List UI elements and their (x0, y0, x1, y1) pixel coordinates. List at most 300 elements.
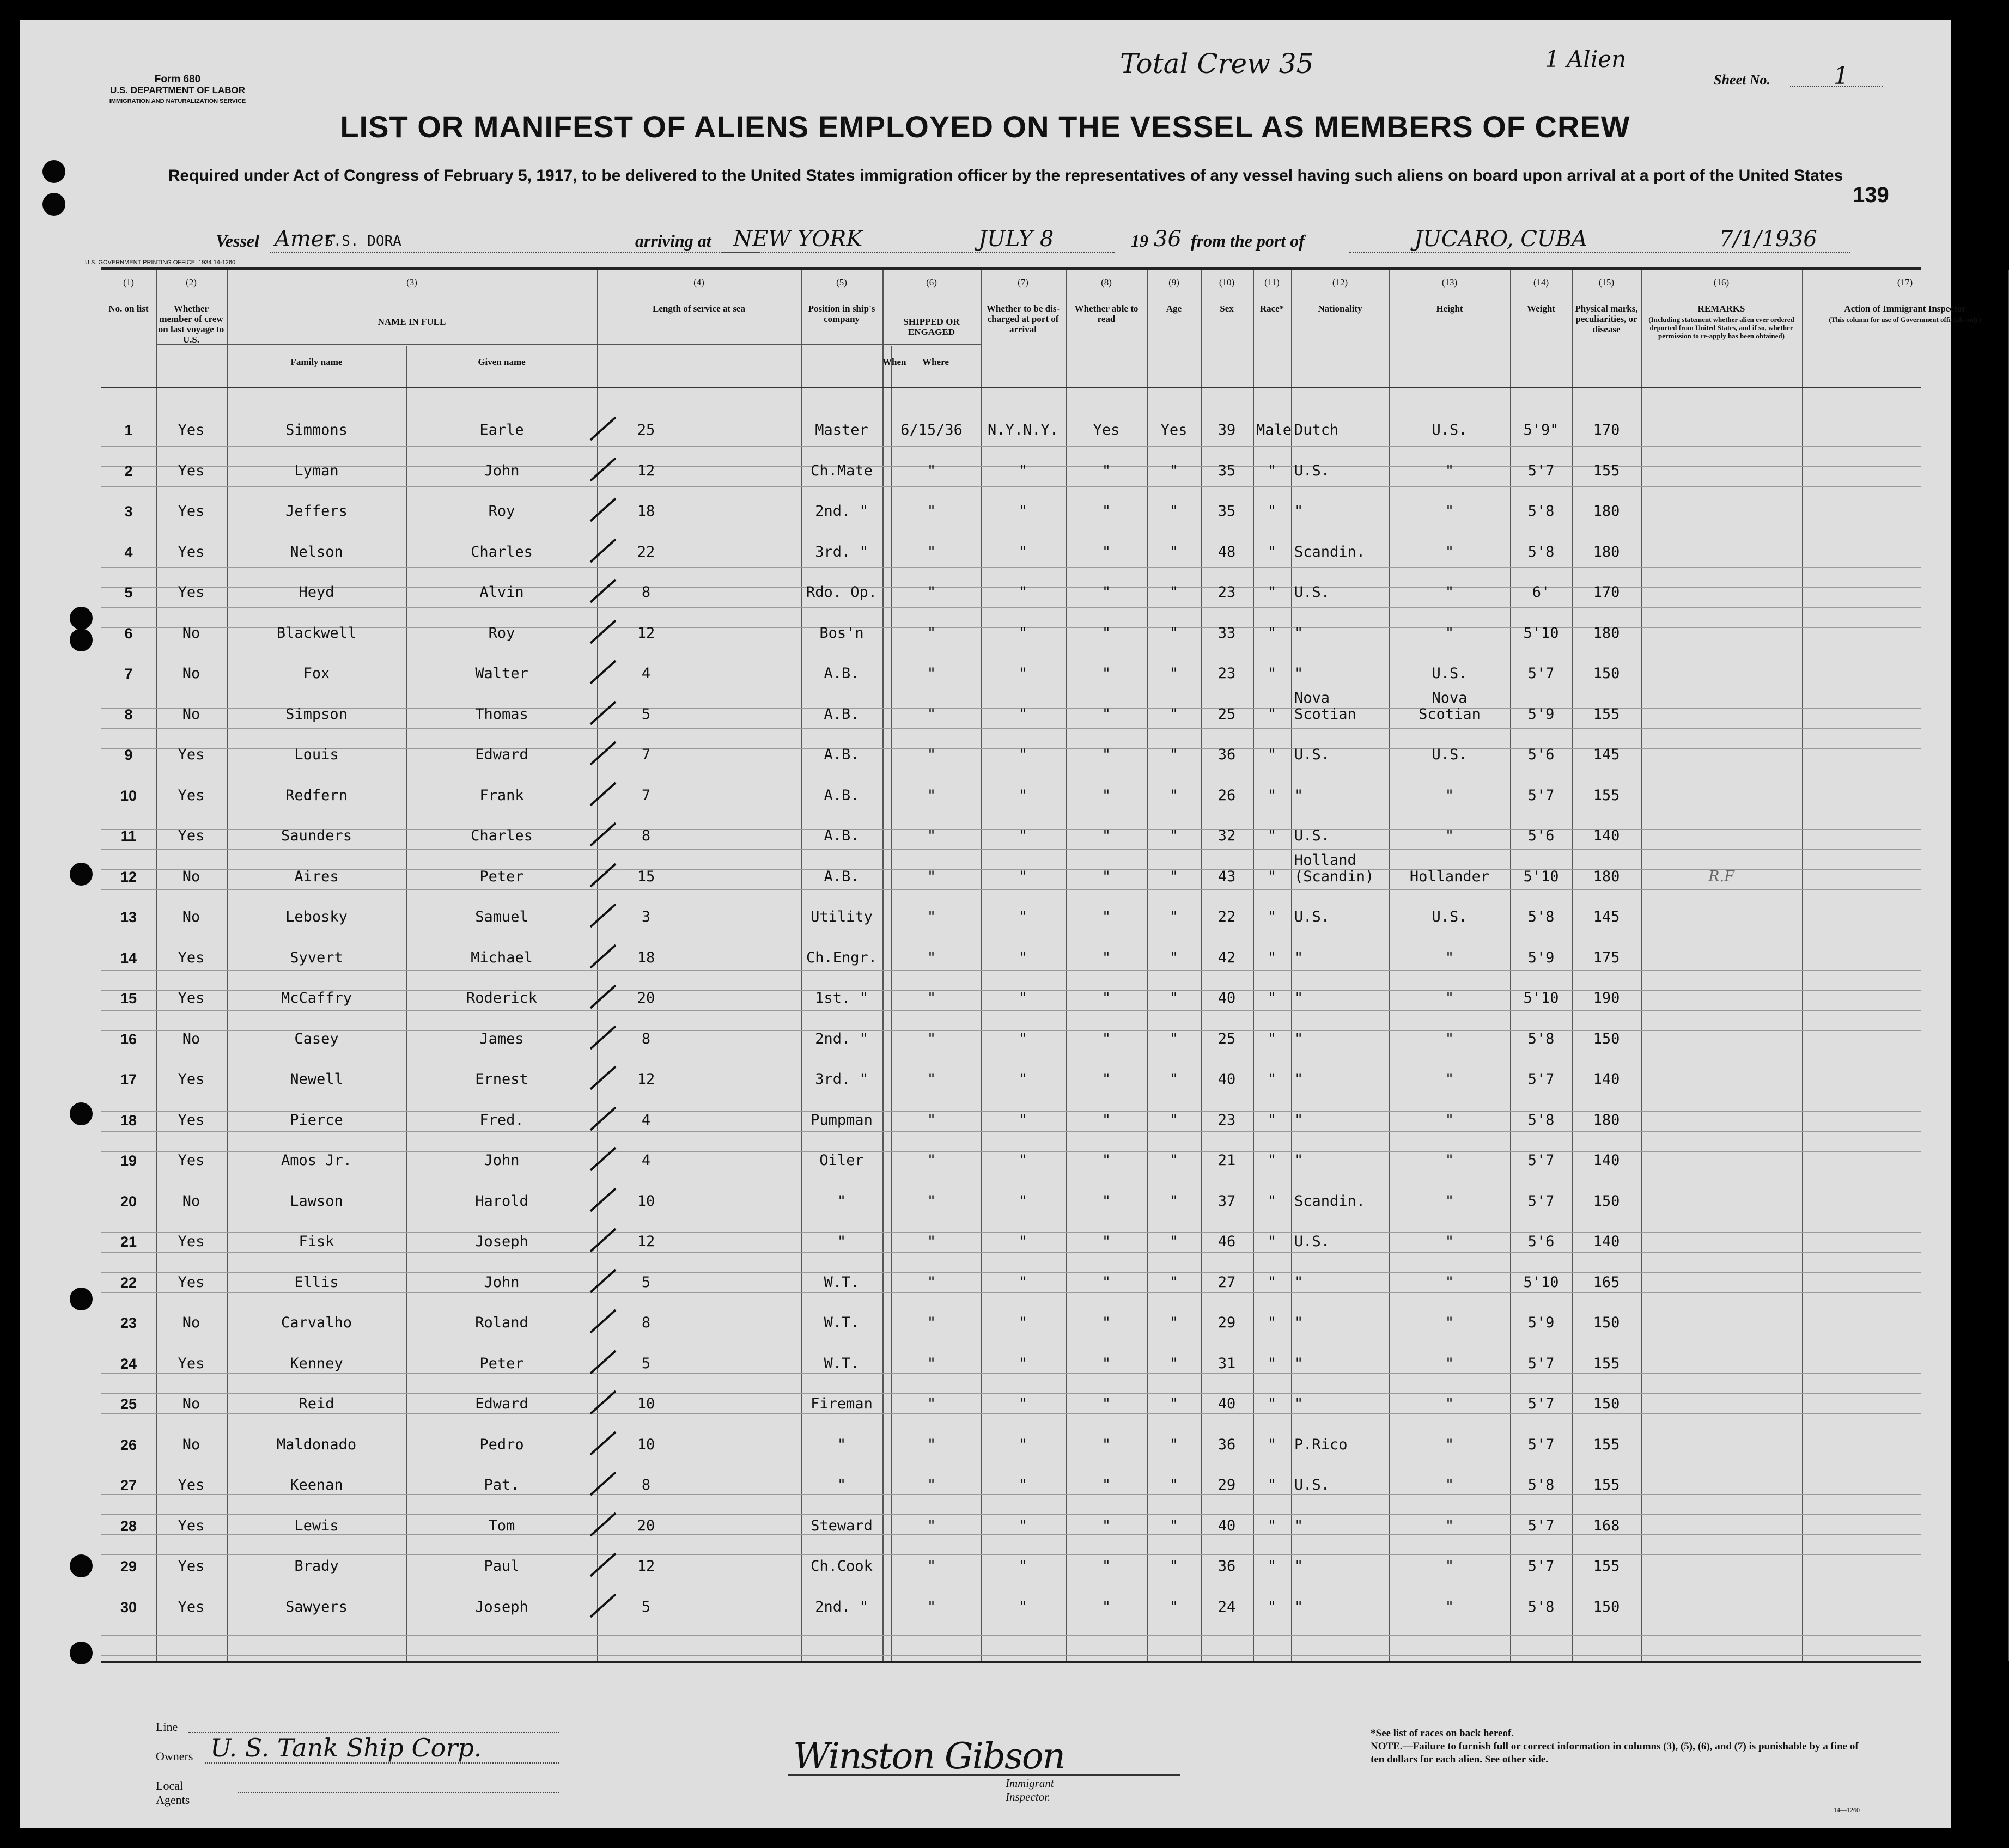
cell-sex: " (1267, 786, 1277, 804)
cell-position: Utility (811, 908, 873, 925)
cell-read: " (1169, 1477, 1179, 1493)
cell-family: Aires (294, 868, 339, 885)
cell-when: " (927, 1030, 936, 1047)
cell-read: " (1169, 786, 1179, 804)
cell-last: Yes (178, 422, 205, 438)
row-number: 2 (124, 462, 133, 479)
cell-disch: " (1101, 543, 1111, 560)
cell-height: 5'7 (1527, 1395, 1555, 1412)
punch-hole (70, 1102, 93, 1125)
cell-service: 3 (641, 908, 651, 925)
cell-service: 4 (641, 665, 651, 682)
ruled-line (101, 1151, 1921, 1152)
cell-read: " (1169, 1152, 1179, 1169)
cell-age: 33 (1217, 624, 1236, 642)
column-header: Race* (1259, 303, 1284, 314)
cell-family: Pierce (290, 1111, 343, 1129)
subheader-rule-shipped (801, 344, 981, 345)
cell-sex: " (1267, 543, 1277, 560)
cell-when: " (927, 746, 936, 763)
failure-note: NOTE.—Failure to furnish full or correct information in columns (3), (5), (6), and (7) is punishable by a fine of ten dollars for each alien. See other side. (1371, 1741, 1859, 1765)
cell-height: 5'8 (1527, 1111, 1555, 1129)
row-number: 25 (120, 1396, 137, 1412)
cell-disch: " (1101, 503, 1111, 520)
punch-hole (42, 193, 65, 216)
vessel-line (216, 227, 1850, 257)
cell-nat: " (1445, 1314, 1454, 1331)
row-number: 27 (120, 1477, 137, 1493)
cell-weight: 180 (1593, 503, 1620, 520)
row-number: 4 (124, 544, 133, 560)
column-header: Action of Immigrant Inspector (1844, 303, 1966, 314)
cell-nat: " (1445, 1477, 1454, 1493)
row-number: 14 (120, 949, 137, 966)
cell-when: " (927, 1192, 936, 1210)
punch-hole (70, 607, 93, 630)
cell-given: John (484, 1273, 520, 1291)
cell-disch: " (1101, 1477, 1111, 1493)
cell-race: " (1294, 1273, 1304, 1291)
ruled-line (101, 1373, 1921, 1374)
form-issuer (90, 74, 265, 107)
column-header: Whether able to read (1074, 303, 1139, 324)
cell-service: 5 (641, 1273, 651, 1291)
cell-nat: " (1445, 827, 1454, 844)
cell-when: " (927, 1517, 936, 1534)
cell-service: 20 (637, 990, 655, 1007)
cell-position: 2nd. " (815, 1598, 868, 1615)
cell-sex: " (1267, 503, 1277, 520)
row-number: 30 (120, 1599, 137, 1615)
cell-given: Pat. (484, 1477, 520, 1493)
cell-read: " (1169, 990, 1179, 1007)
cell-sex: " (1267, 1355, 1277, 1372)
cell-when: " (927, 705, 936, 723)
cell-family: Keenan (290, 1477, 343, 1493)
cell-last: No (182, 1314, 200, 1331)
cell-age: 25 (1217, 1030, 1236, 1047)
cell-where: " (1018, 1273, 1028, 1291)
cell-last: No (182, 1395, 200, 1412)
cell-read: " (1169, 1558, 1179, 1575)
cell-service: 5 (641, 1355, 651, 1372)
cell-sex: " (1267, 1152, 1277, 1169)
cell-height: 5'6 (1527, 746, 1555, 763)
cell-family: Redfern (285, 786, 348, 804)
cell-weight: 140 (1593, 1071, 1620, 1088)
column-header: Physical marks, peculiarities, or disease (1575, 303, 1638, 334)
column-number: (7) (1018, 277, 1028, 288)
row-number: 7 (124, 666, 133, 682)
ruled-line (101, 889, 1921, 890)
cell-where: " (1018, 1355, 1028, 1372)
cell-given: Samuel (475, 908, 528, 925)
cell-read: " (1169, 705, 1179, 723)
cell-race: P.Rico (1294, 1436, 1348, 1453)
cell-race: " (1294, 786, 1304, 804)
cell-age: 24 (1217, 1598, 1236, 1615)
ruled-line (101, 1252, 1921, 1253)
cell-height: 5'8 (1527, 908, 1555, 925)
cell-position: " (837, 1477, 847, 1493)
cell-height: 5'8 (1527, 1030, 1555, 1047)
cell-height: 5'7 (1527, 1152, 1555, 1169)
cell-service: 8 (641, 1030, 651, 1047)
cell-height: 5'8 (1527, 503, 1555, 520)
column-rule (597, 270, 598, 1661)
cell-age: 40 (1217, 990, 1236, 1007)
column-rule (1641, 270, 1642, 1661)
cell-sex: " (1267, 1436, 1277, 1453)
cell-given: Michael (471, 949, 533, 966)
cell-service: 5 (641, 705, 651, 723)
cell-when: " (927, 503, 936, 520)
column-number: (4) (693, 277, 704, 288)
cell-nat: " (1445, 1030, 1454, 1047)
cell-last: Yes (178, 786, 205, 804)
cell-nat: U.S. (1432, 746, 1468, 763)
cell-disch: " (1101, 1152, 1111, 1169)
cell-weight: 175 (1593, 949, 1620, 966)
subheader-rule-name (156, 344, 880, 345)
cell-read: " (1169, 1314, 1179, 1331)
cell-given: Harold (475, 1192, 528, 1210)
cell-service: 18 (637, 949, 655, 966)
penalty-note (1371, 1727, 1861, 1766)
cell-service: 8 (641, 1477, 651, 1493)
cell-age: 37 (1217, 1192, 1236, 1210)
cell-last: No (182, 868, 200, 885)
cell-family: Casey (294, 1030, 339, 1047)
cell-race: U.S. (1294, 1233, 1330, 1250)
cell-last: Yes (178, 503, 205, 520)
cell-position: " (837, 1192, 847, 1210)
cell-read: " (1169, 624, 1179, 642)
cell-race: " (1294, 1071, 1304, 1088)
column-number: (2) (186, 277, 197, 288)
row-number: 22 (120, 1274, 137, 1291)
cell-weight: 180 (1593, 868, 1620, 885)
cell-service: 12 (637, 1558, 655, 1575)
header-bottom-rule (101, 387, 1921, 388)
row-number: 9 (124, 747, 133, 763)
cell-given: Roy (488, 503, 515, 520)
cell-read: " (1169, 503, 1179, 520)
cell-marks: R.F (1708, 868, 1734, 885)
column-header: SHIPPED OR ENGAGED (903, 316, 960, 337)
service-name: IMMIGRATION AND NATURALIZATION SERVICE (109, 98, 246, 105)
cell-family: Lyman (294, 462, 339, 479)
page-subtitle: Required under Act of Congress of February 5, 1917, to be delivered to the United States immigration officer by the representatives of any vessel having such aliens on board upon arrival at a port of the United States (168, 167, 1843, 185)
cell-last: Yes (178, 462, 205, 479)
crew-ledger (101, 267, 1981, 1663)
cell-disch: Yes (1093, 422, 1120, 438)
ruled-line (101, 486, 1921, 487)
ruled-line (101, 1554, 1921, 1555)
column-header: Height (1436, 303, 1463, 314)
cell-sex: " (1267, 1517, 1277, 1534)
cell-when: " (927, 1598, 936, 1615)
cell-sex: " (1267, 1030, 1277, 1047)
sheet-label: Sheet No. (1714, 72, 1770, 88)
column-rule (1253, 270, 1254, 1661)
cell-height: 5'8 (1527, 1477, 1555, 1493)
cell-race: U.S. (1294, 827, 1330, 844)
cell-when: " (927, 1477, 936, 1493)
cell-weight: 150 (1593, 1192, 1620, 1210)
cell-height: 5'7 (1527, 786, 1555, 804)
cell-where: " (1018, 949, 1028, 966)
cell-height: 5'7 (1527, 1517, 1555, 1534)
cell-family: Ellis (294, 1273, 339, 1291)
ruled-line (101, 728, 1921, 729)
cell-family: Jeffers (285, 503, 348, 520)
cell-read: " (1169, 1233, 1179, 1250)
cell-last: Yes (178, 1152, 205, 1169)
cell-weight: 170 (1593, 584, 1620, 601)
row-number: 10 (120, 787, 137, 804)
cell-race: " (1294, 1598, 1304, 1615)
column-number: (1) (123, 277, 134, 288)
ruled-line (101, 1534, 1921, 1535)
cell-given: John (484, 462, 520, 479)
cell-nat: " (1445, 503, 1454, 520)
cell-read: " (1169, 1598, 1179, 1615)
cell-last: Yes (178, 1273, 205, 1291)
column-subnote: (Including statement whether alien ever ordered deported from United States, and if so, whether permission to re-apply has been obtained) (1648, 315, 1794, 340)
column-rule (981, 270, 982, 1661)
arriving-rule (722, 252, 1115, 253)
cell-given: Fred. (479, 1111, 524, 1129)
owners-rule (205, 1762, 559, 1764)
cell-given: Pedro (479, 1436, 524, 1453)
cell-family: Maldonado (276, 1436, 357, 1453)
cell-weight: 145 (1593, 908, 1620, 925)
cell-age: 23 (1217, 665, 1236, 682)
cell-family: Simpson (285, 705, 348, 723)
cell-height: 5'7 (1527, 1558, 1555, 1575)
cell-race: " (1294, 665, 1304, 682)
cell-nat: " (1445, 786, 1454, 804)
cell-last: Yes (178, 1598, 205, 1615)
column-header: NAME IN FULL (378, 316, 446, 327)
vessel-prefix: Amer (275, 227, 334, 252)
cell-where: " (1018, 786, 1028, 804)
cell-sex: " (1267, 868, 1277, 885)
cell-last: Yes (178, 1517, 205, 1534)
cell-read: " (1169, 1071, 1179, 1088)
cell-service: 8 (641, 827, 651, 844)
column-header: Nationality (1318, 303, 1362, 314)
cell-disch: " (1101, 746, 1111, 763)
cell-disch: " (1101, 908, 1111, 925)
cell-race: " (1294, 1558, 1304, 1575)
cell-family: Blackwell (276, 624, 357, 642)
cell-position: " (837, 1436, 847, 1453)
cell-nat: " (1445, 1558, 1454, 1575)
cell-position: " (837, 1233, 847, 1250)
cell-when: " (927, 868, 936, 885)
cell-family: Lewis (294, 1517, 339, 1534)
column-rule (1201, 270, 1202, 1661)
cell-when: " (927, 990, 936, 1007)
cell-height: 5'10 (1523, 990, 1559, 1007)
cell-height: 5'6 (1527, 827, 1555, 844)
cell-where: N.Y.N.Y. (987, 422, 1059, 438)
cell-where: " (1018, 543, 1028, 560)
cell-family: McCaffry (281, 990, 352, 1007)
cell-given: James (479, 1030, 524, 1047)
column-header: Age (1166, 303, 1182, 314)
cell-read: " (1169, 868, 1179, 885)
cell-service: 18 (637, 503, 655, 520)
cell-service: 25 (637, 422, 655, 438)
line-label: Line (156, 1720, 178, 1734)
cell-weight: 150 (1593, 1030, 1620, 1047)
cell-service: 10 (637, 1436, 655, 1453)
cell-read: " (1169, 665, 1179, 682)
cell-where: " (1018, 503, 1028, 520)
cell-given: Ernest (475, 1071, 528, 1088)
cell-height: 5'8 (1527, 1598, 1555, 1615)
cell-sex: " (1267, 1071, 1277, 1088)
cell-last: Yes (178, 584, 205, 601)
cell-age: 23 (1217, 1111, 1236, 1129)
cell-family: Lebosky (285, 908, 348, 925)
ruled-line (101, 1494, 1921, 1495)
handwritten-total-crew: Total Crew 35 (1120, 48, 1314, 80)
cell-service: 8 (641, 1314, 651, 1331)
cell-family: Newell (290, 1071, 343, 1088)
cell-race: " (1294, 503, 1304, 520)
cell-disch: " (1101, 624, 1111, 642)
cell-weight: 150 (1593, 1314, 1620, 1331)
cell-disch: " (1101, 1192, 1111, 1210)
cell-race: Dutch (1294, 422, 1339, 438)
row-number: 21 (120, 1234, 137, 1250)
cell-when: " (927, 1314, 936, 1331)
cell-last: Yes (178, 543, 205, 560)
cell-service: 12 (637, 462, 655, 479)
cell-service: 12 (637, 1233, 655, 1250)
cell-where: " (1018, 1192, 1028, 1210)
ruled-line (101, 849, 1921, 850)
cell-where: " (1018, 1477, 1028, 1493)
owners-value: U. S. Tank Ship Corp. (210, 1733, 482, 1762)
row-number: 19 (120, 1152, 137, 1169)
cell-race: " (1294, 1395, 1304, 1412)
cell-sex: " (1267, 949, 1277, 966)
cell-where: " (1018, 1314, 1028, 1331)
year-handwritten: 36 (1154, 227, 1182, 252)
cell-position: W.T. (824, 1273, 860, 1291)
cell-disch: " (1101, 1071, 1111, 1088)
cell-when: " (927, 1111, 936, 1129)
punch-hole (70, 863, 93, 886)
row-number: 20 (120, 1193, 137, 1210)
cell-race: " (1294, 1152, 1304, 1169)
form-code: 14—1260 (1834, 1806, 1860, 1814)
cell-when: 6/15/36 (900, 422, 963, 438)
cell-last: Yes (178, 1071, 205, 1088)
cell-service: 5 (641, 1598, 651, 1615)
cell-family: Heyd (299, 584, 334, 601)
column-rule (801, 270, 802, 1661)
cell-given: Roy (488, 624, 515, 642)
cell-nat: " (1445, 1152, 1454, 1169)
cell-family: Carvalho (281, 1314, 352, 1331)
cell-nat: " (1445, 1395, 1454, 1412)
cell-height: 5'9" (1523, 422, 1559, 438)
row-number: 28 (120, 1517, 137, 1534)
cell-given: Roderick (466, 990, 538, 1007)
cell-disch: " (1101, 665, 1111, 682)
cell-given: Tom (488, 1517, 515, 1534)
cell-race: Scandin. (1294, 1192, 1366, 1210)
cell-sex: " (1267, 1598, 1277, 1615)
column-number: (3) (406, 277, 417, 288)
cell-read: " (1169, 908, 1179, 925)
cell-age: 40 (1217, 1517, 1236, 1534)
cell-disch: " (1101, 1395, 1111, 1412)
cell-age: 22 (1217, 908, 1236, 925)
cell-race: " (1294, 1111, 1304, 1129)
cell-nat: " (1445, 990, 1454, 1007)
cell-read: " (1169, 949, 1179, 966)
cell-family: Amos Jr. (281, 1152, 352, 1169)
cell-given: Walter (475, 665, 528, 682)
page-number: 139 (1853, 183, 1889, 207)
column-header: Weight (1527, 303, 1555, 314)
cell-where: " (1018, 990, 1028, 1007)
cell-position: A.B. (824, 827, 860, 844)
cell-height: 5'10 (1523, 1273, 1559, 1291)
cell-last: No (182, 705, 200, 723)
column-subheader: Where (922, 357, 949, 367)
cell-read: " (1169, 827, 1179, 844)
cell-nat: " (1445, 1071, 1454, 1088)
cell-where: " (1018, 462, 1028, 479)
cell-last: No (182, 624, 200, 642)
column-rule (227, 270, 228, 1661)
cell-position: Ch.Cook (811, 1558, 873, 1575)
cell-disch: " (1101, 1111, 1111, 1129)
cell-when: " (927, 1071, 936, 1088)
cell-service: 4 (641, 1152, 651, 1169)
cell-disch: " (1101, 1273, 1111, 1291)
row-number: 3 (124, 503, 133, 520)
local-agents-label: Local Agents (156, 1779, 190, 1807)
ruled-line (101, 567, 1921, 568)
cell-height: 5'7 (1527, 1192, 1555, 1210)
row-number: 18 (120, 1112, 137, 1129)
cell-last: Yes (178, 746, 205, 763)
cell-nat: Nova Scotian (1419, 689, 1481, 723)
row-number: 23 (120, 1315, 137, 1331)
cell-age: 43 (1217, 868, 1236, 885)
cell-where: " (1018, 1152, 1028, 1169)
departure-date: 7/1/1936 (1719, 227, 1817, 252)
cell-family: Saunders (281, 827, 352, 844)
cell-where: " (1018, 584, 1028, 601)
column-rule (1510, 270, 1511, 1661)
cell-family: Fox (303, 665, 330, 682)
cell-last: No (182, 1192, 200, 1210)
cell-age: 48 (1217, 543, 1236, 560)
cell-age: 40 (1217, 1071, 1236, 1088)
column-header: Sex (1220, 303, 1234, 314)
row-number: 12 (120, 868, 137, 885)
